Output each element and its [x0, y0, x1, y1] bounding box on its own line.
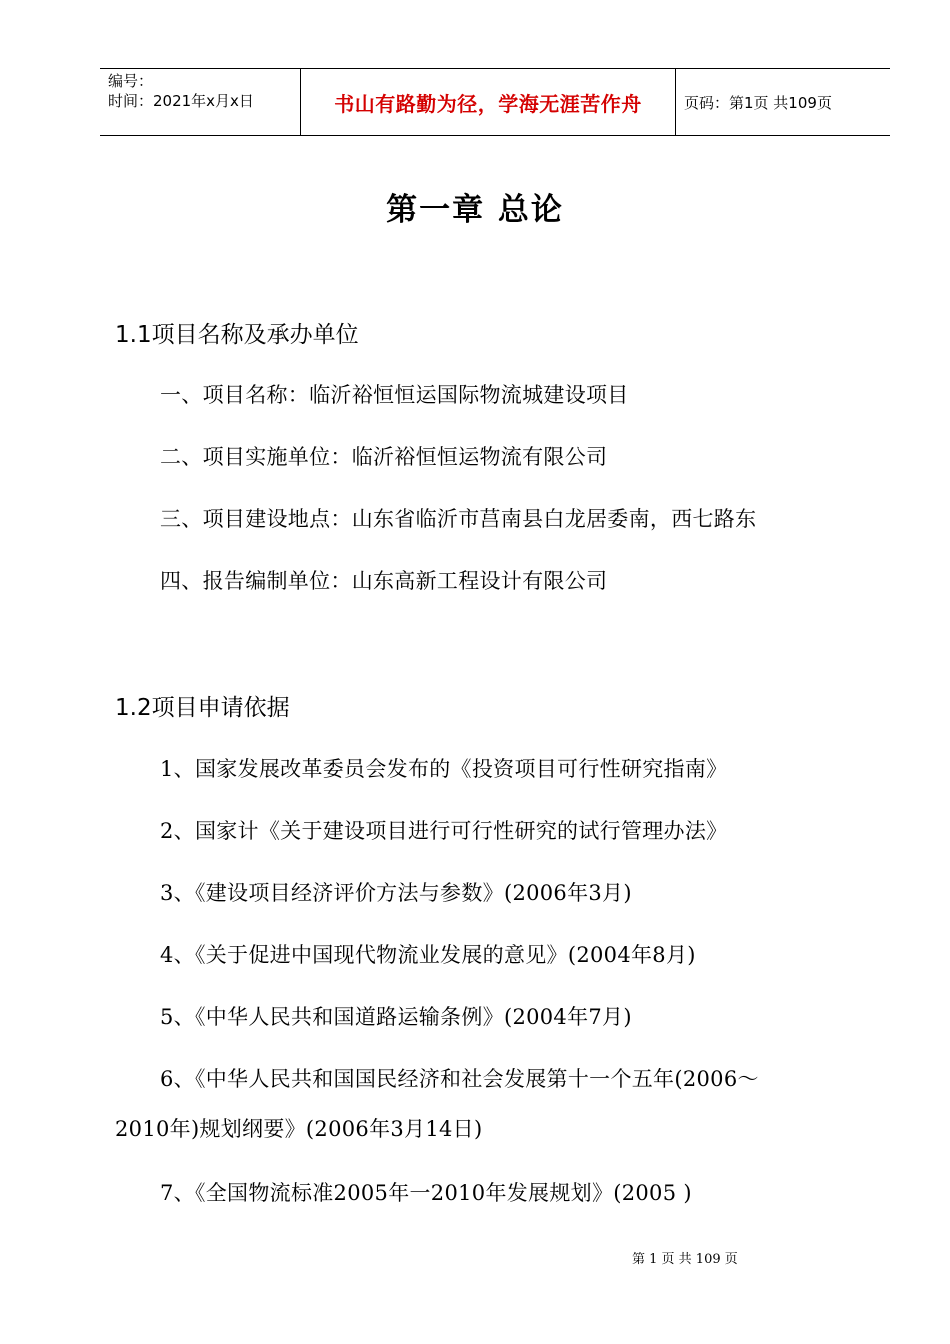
section1-item: 二、项目实施单位：临沂裕恒恒运物流有限公司 — [160, 445, 608, 469]
number-label: 编号： — [108, 72, 154, 90]
section2-item: 6、《中华人民共和国国民经济和社会发展第十一个五年(2006～ — [160, 1067, 759, 1091]
section-heading-1-2: 1.2项目申请依据 — [115, 695, 290, 721]
section2-item: 4、《关于促进中国现代物流业发展的意见》(2004年8月) — [160, 943, 696, 967]
section2-item: 5、《中华人民共和国道路运输条例》(2004年7月) — [160, 1005, 632, 1029]
header-page-info-cell — [676, 69, 890, 135]
section2-item: 3、《建设项目经济评价方法与参数》(2006年3月) — [160, 881, 632, 905]
page-footer: 第 1 页 共 109 页 — [632, 1252, 738, 1267]
section2-item: 2、国家计《关于建设项目进行可行性研究的试行管理办法》 — [160, 819, 728, 843]
header-motto: 书山有路勤为径，学海无涯苦作舟 — [334, 91, 642, 116]
section2-item: 1、国家发展改革委员会发布的《投资项目可行性研究指南》 — [160, 757, 728, 781]
header-page-info: 页码：第1页 共109页 — [684, 93, 832, 112]
section1-item: 一、项目名称：临沂裕恒恒运国际物流城建设项目 — [160, 383, 629, 407]
section-heading-1-1: 1.1项目名称及承办单位 — [115, 322, 359, 348]
section1-item: 四、报告编制单位：山东高新工程设计有限公司 — [160, 569, 608, 593]
chapter-title: 第一章 总论 — [386, 192, 564, 228]
time-label: 时间：2021年x月x日 — [108, 92, 254, 110]
section2-item-continuation: 2010年)规划纲要》(2006年3月14日) — [115, 1117, 483, 1141]
section2-item: 7、《全国物流标准2005年一2010年发展规划》(2005 ) — [160, 1181, 692, 1205]
header-meta — [100, 69, 300, 135]
page-header — [100, 68, 890, 136]
section1-item: 三、项目建设地点：山东省临沂市莒南县白龙居委南，西七路东 — [160, 507, 757, 531]
header-motto-cell — [300, 69, 676, 135]
